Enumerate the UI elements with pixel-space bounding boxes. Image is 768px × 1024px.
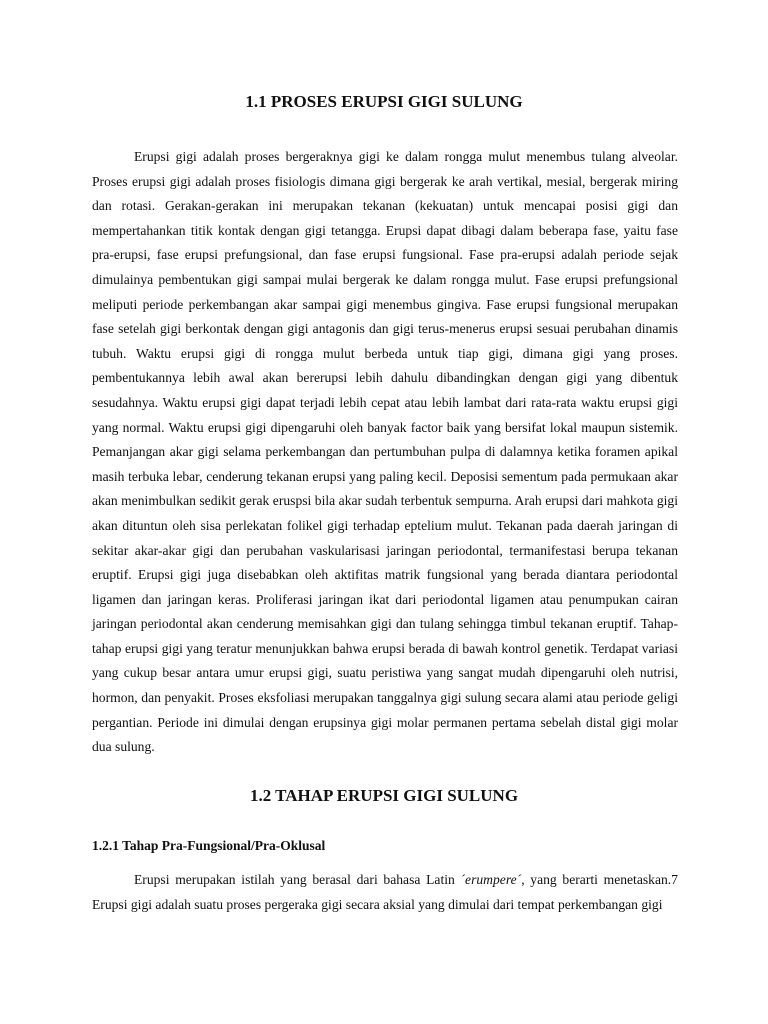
paragraph-pra-fungsional bbox=[92, 868, 678, 917]
section-heading-1-2: 1.2 TAHAP ERUPSI GIGI SULUNG bbox=[249, 786, 519, 805]
section-heading-1-1: 1.1 PROSES ERUPSI GIGI SULUNG bbox=[245, 92, 523, 111]
paragraph-text-start: Erupsi merupakan istilah yang berasal dari bahasa Latin bbox=[134, 872, 461, 887]
latin-term: ´erumpere´ bbox=[460, 872, 522, 887]
subsection-heading-1-2-1: 1.2.1 Tahap Pra-Fungsional/Pra-Oklusal bbox=[92, 838, 326, 853]
paragraph-text-end: , yang berarti menetaskan.7 Erupsi gigi adalah suatu proses pergeraka gigi secara aksial yang dimulai dari tempat perkembangan gigi bbox=[92, 872, 678, 912]
paragraph-erupsi-gigi: Erupsi gigi adalah proses bergeraknya gigi ke dalam rongga mulut menembus tulang alveolar. Proses erupsi gigi adalah proses fisiologis dimana gigi bergerak ke arah vertikal, mesial, bergerak miring dan rotasi. Gerakan-gerakan ini merupakan tekanan (kekuatan) untuk mencapai posisi gigi dan mempertahankan titik kontak dengan gigi tetangga. Erupsi dapat dibagi dalam beberapa fase, yaitu fase pra-erupsi, fase erupsi prefungsional, dan fase erupsi fungsional. Fase pra-erupsi adalah periode sejak dimulainya pembentukan gigi sampai mulai bergerak ke dalam rongga mulut. Fase erupsi prefungsional meliputi periode perkembangan akar sampai gigi menembus gingiva. Fase erupsi fungsional merupakan fase setelah gigi berkontak dengan gigi antagonis dan gigi terus-menerus erupsi sesuai perubahan dinamis tubuh. Waktu erupsi gigi di rongga mulut berbeda untuk tiap gigi, dimana gigi yang proses. pembentukannya lebih awal akan bererupsi lebih dahulu dibandingkan dengan gigi yang dibentuk sesudahnya. Waktu erupsi gigi dapat terjadi lebih cepat atau lebih lambat dari rata-rata waktu erupsi gigi yang normal. Waktu erupsi gigi dipengaruhi oleh banyak factor baik yang bersifat lokal maupun sistemik. Pemanjangan akar gigi selama perkembangan dan pertumbuhan pulpa di dalamnya ketika foramen apikal masih terbuka lebar, cenderung tekanan erupsi yang paling kecil. Deposisi sementum pada permukaan akar akan menimbulkan sedikit gerak eruspsi bila akar sudah terbentuk sempurna. Arah erupsi dari mahkota gigi akan dituntun oleh sisa perlekatan folikel gigi terhadap eptelium mulut. Tekanan pada daerah jaringan di sekitar akar-akar gigi dan perubahan vaskularisasi jaringan periodontal, termanifestasi berupa tekanan eruptif. Erupsi gigi juga disebabkan oleh aktifitas matrik fungsional yang berada diantara periodontal ligamen dan jaringan keras. Proliferasi jaringan ikat dari periodontal ligamen atau penumpukan cairan jaringan periodontal akan cenderung memisahkan gigi dan tulang sehingga timbul tekanan eruptif. Tahap-tahap erupsi gigi yang teratur menunjukkan bahwa erupsi berada di bawah kontrol genetik. Terdapat variasi yang cukup besar antara umur erupsi gigi, suatu peristiwa yang sangat mudah dipengaruhi oleh nutrisi, hormon, dan penyakit. Proses eksfoliasi merupakan tanggalnya gigi sulung secara alami atau periode geligi pergantian. Periode ini dimulai dengan erupsinya gigi molar permanen pertama sebelah distal gigi molar dua sulung. bbox=[92, 149, 678, 755]
